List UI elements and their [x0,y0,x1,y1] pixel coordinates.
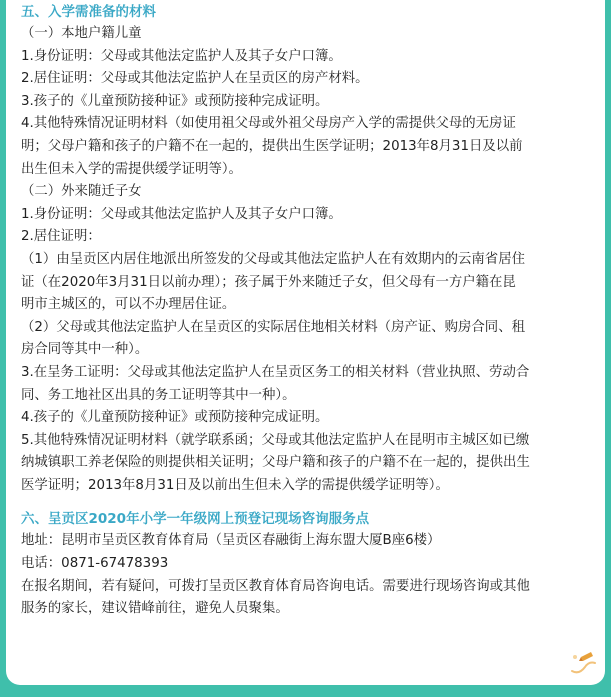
text-line: 出生但未入学的需提供缓学证明等）。 [21,161,242,177]
text-line: 5.其他特殊情况证明材料（就学联系函；父母或其他法定监护人在昆明市主城区如已缴 [21,432,530,448]
section-5-body [21,23,593,497]
text-line: （2）父母或其他法定监护人在呈贡区的实际居住地相关材料（房产证、购房合同、租 [21,319,525,335]
address-line: 地址：昆明市呈贡区教育体育局（呈贡区春融街上海东盟大厦B座6楼） [21,533,441,549]
phone-line: 电话：0871-67478393 [21,556,169,572]
text-line: 2.居住证明：父母或其他法定监护人在呈贡区的房产材料。 [21,71,369,87]
text-line: （一）本地户籍儿童 [21,26,142,41]
text-line: 4.其他特殊情况证明材料（如使用祖父母或外祖父母房产入学的需提供父母的无房证 [21,116,516,132]
text-line: 4.孩子的《儿童预防接种证》或预防接种完成证明。 [21,410,329,426]
section-5-heading: 五、入学需准备的材料 [21,4,156,20]
section-gap [21,497,593,509]
text-line: （1）由呈贡区内居住地派出所签发的父母或其他法定监护人在有效期内的云南省居住 [21,251,525,267]
text-line: 1.身份证明：父母或其他法定监护人及其子女户口簿。 [21,206,342,222]
text-line: 证（在2020年3月31日以前办理）；孩子属于外来随迁子女，但父母有一方户籍在昆 [21,274,516,290]
text-line: 纳城镇职工养老保险的则提供相关证明；父母户籍和孩子的户籍不在一起的，提供出生 [21,455,530,471]
section-6-body [21,530,593,620]
text-line: 房合同等其中一种）。 [21,342,149,358]
text-line: 3.在呈务工证明：父母或其他法定监护人在呈贡区务工的相关材料（营业执照、劳动合 [21,364,530,380]
text-line: 3.孩子的《儿童预防接种证》或预防接种完成证明。 [21,93,329,109]
text-line: 医学证明；2013年8月31日及以前出生但未入学的需提供缓学证明等）。 [21,477,449,493]
text-line: 2.居住证明： [21,229,101,245]
text-line: 在报名期间，若有疑问，可拨打呈贡区教育体育局咨询电话。需要进行现场咨询或其他 [21,578,530,594]
text-line: 明市主城区的，可以不办理居住证。 [21,297,236,313]
text-line: 服务的家长，建议错峰前往，避免人员聚集。 [21,601,289,617]
text-line: 明；父母户籍和孩子的户籍不在一起的，提供出生医学证明；2013年8月31日及以前 [21,138,523,154]
section-6-heading: 六、呈贡区2020年小学一年级网上预登记现场咨询服务点 [21,511,370,528]
content-card [6,0,605,685]
text-line: 同、务工地社区出具的务工证明等其中一种）。 [21,387,296,403]
pencil-doodle-icon [569,649,599,677]
text-line: （二）外来随迁子女 [21,184,142,200]
text-line: 1.身份证明：父母或其他法定监护人及其子女户口簿。 [21,48,342,64]
